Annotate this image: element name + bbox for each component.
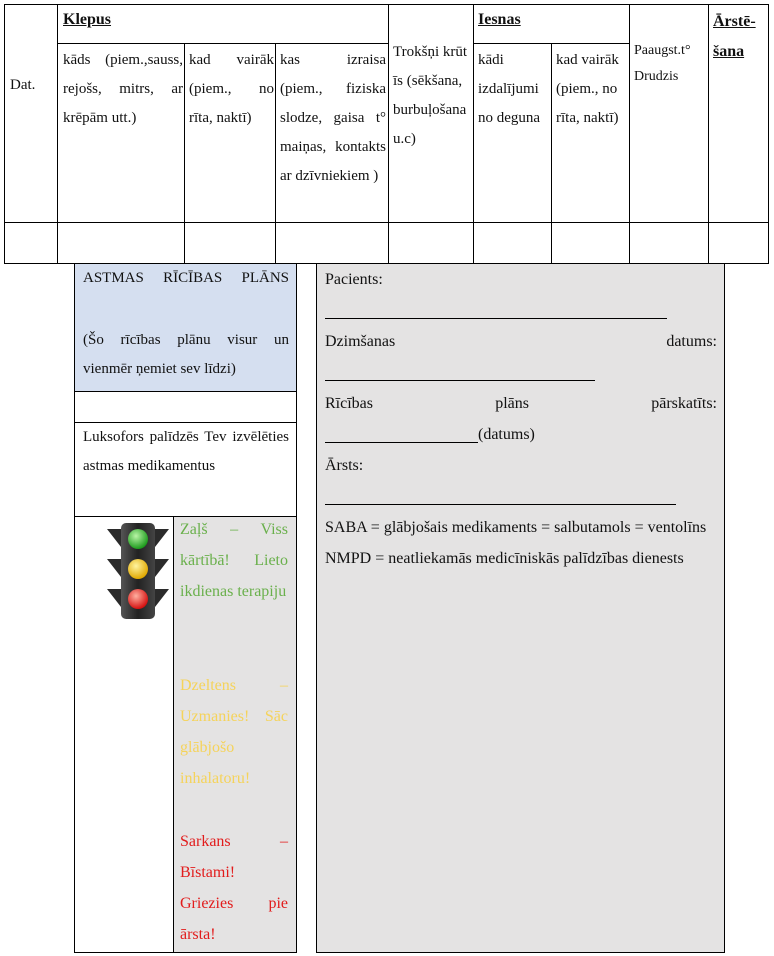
red-text: Sarkans – Bīstami! Griezies pie ārsta! <box>180 833 288 943</box>
review-line-row <box>325 419 717 450</box>
cough-cause-text: kas izraisa (piem., fiziska slodze, gaisa t° maiņas, kontakts ar dzīvniekiem ) <box>280 52 386 184</box>
saba-text: SABA = glābjošais medikaments = salbutamols = ventolīns <box>325 519 707 536</box>
entry-cell-cough-type[interactable] <box>57 222 185 264</box>
plan-title-line: ASTMAS RĪCĪBAS PLĀNS <box>83 270 289 286</box>
cough-type-cell <box>57 43 185 223</box>
traffic-text-cell <box>173 516 297 953</box>
runny-what-text: kādi izdalījumi no deguna <box>478 52 541 126</box>
runny-title: Iesnas <box>478 11 521 28</box>
wheeze-text: Trokšņi krūtīs (sēkšana, burbuļošana u.c) <box>393 44 468 147</box>
review-label-a: Rīcības <box>325 395 373 412</box>
cough-header-cell <box>57 4 389 44</box>
plan-note: (Šo rīcības plānu visur un vienmēr ņemiet sev līdzi) <box>83 332 289 377</box>
cough-title: Klepus <box>63 11 112 28</box>
patient-line-row <box>325 295 717 326</box>
review-date-field[interactable] <box>325 442 478 443</box>
traffic-icon-cell <box>74 516 174 953</box>
cough-cause-cell <box>275 43 389 223</box>
birth-label-b: datums: <box>666 333 717 350</box>
patient-label: Pacients: <box>325 271 383 288</box>
entry-cell-treatment[interactable] <box>708 222 769 264</box>
entry-cell-fever[interactable] <box>629 222 709 264</box>
date-header-cell <box>4 4 58 223</box>
review-label-c: pārskatīts: <box>651 395 717 412</box>
wheeze-cell <box>388 4 474 223</box>
review-label-b: plāns <box>495 395 529 412</box>
birth-line-row <box>325 357 717 388</box>
doctor-label: Ārsts: <box>325 457 364 474</box>
runny-header-cell <box>473 4 630 44</box>
entry-cell-cough-cause[interactable] <box>275 222 389 264</box>
nmpd-text: NMPD = neatliekamās medicīniskās palīdzības dienests <box>325 550 684 567</box>
runny-what-cell <box>473 43 552 223</box>
date-header: Dat. <box>10 77 36 93</box>
doctor-line-row <box>325 481 717 512</box>
patient-content <box>325 264 717 574</box>
treatment-title-b: šana <box>713 43 745 60</box>
birth-row <box>325 326 717 357</box>
cough-type-text: kāds (piem.,sauss, rejošs, mitrs, ar krēpām utt.) <box>63 52 183 126</box>
birth-date-field[interactable] <box>325 380 595 381</box>
treatment-title-a: Ārstē- <box>713 13 756 30</box>
review-suffix: (datums) <box>478 426 535 443</box>
entry-cell-date[interactable] <box>4 222 58 264</box>
treatment-cell <box>708 4 769 223</box>
fever-cell <box>629 4 709 223</box>
doctor-field[interactable] <box>325 504 676 505</box>
entry-cell-cough-when[interactable] <box>184 222 276 264</box>
review-row <box>325 388 717 419</box>
runny-when-text: kad vairāk (piem., no rīta, naktī) <box>556 52 619 126</box>
traffic-intro: Luksofors palīdzēs Tev izvēlēties astmas medikamentus <box>83 429 289 474</box>
traffic-light-icon <box>103 521 173 621</box>
patient-field[interactable] <box>325 318 667 319</box>
runny-when-cell <box>551 43 630 223</box>
entry-cell-runny-when[interactable] <box>551 222 630 264</box>
fever-text: Paaugst.t° Drudzis <box>634 43 691 84</box>
yellow-text: Dzeltens – Uzmanies! Sāc glābjošo inhalatoru! <box>180 677 288 787</box>
cough-when-cell <box>184 43 276 223</box>
green-text: Zaļš – Viss kārtībā! Lieto ikdienas terapiju <box>180 521 288 600</box>
plan-title-cell <box>74 263 297 392</box>
plan-title <box>83 264 289 293</box>
traffic-intro-cell <box>74 422 297 517</box>
cough-when-text: kad vairāk (piem., no rīta, naktī) <box>189 52 274 126</box>
patient-panel <box>316 263 725 953</box>
plan-blank-cell <box>74 391 297 423</box>
entry-cell-wheeze[interactable] <box>388 222 474 264</box>
entry-cell-runny-what[interactable] <box>473 222 552 264</box>
birth-label-a: Dzimšanas <box>325 333 396 350</box>
